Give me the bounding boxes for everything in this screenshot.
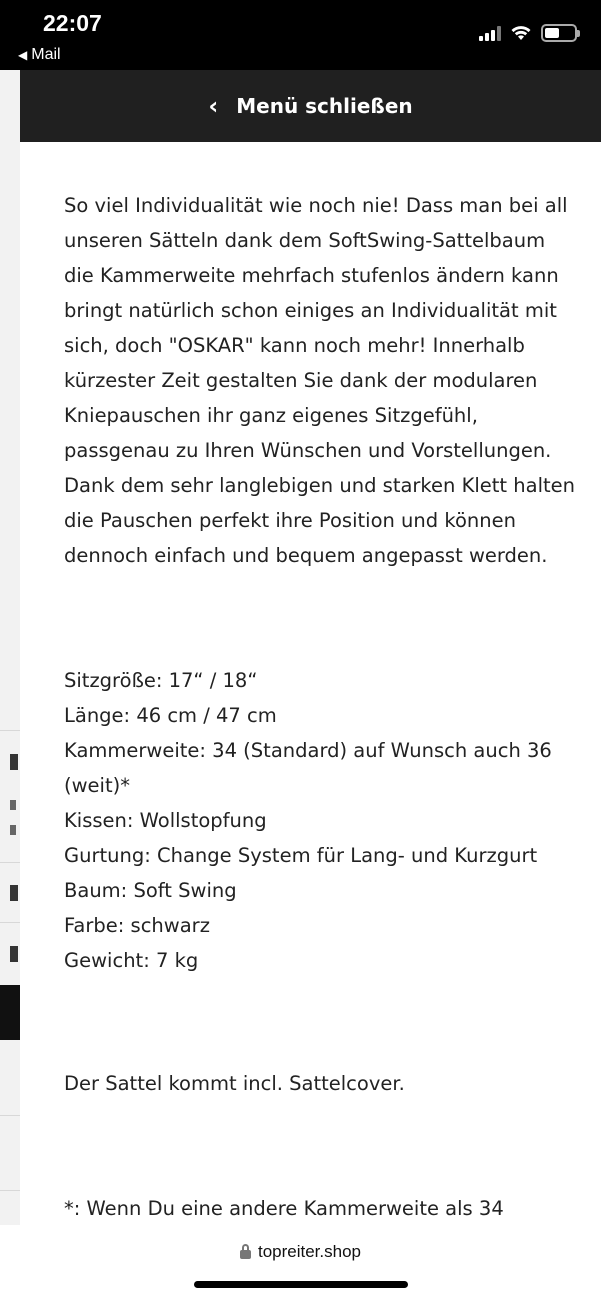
- spec-item: Baum: Soft Swing: [64, 879, 237, 902]
- url-domain: topreiter.shop: [257, 1242, 361, 1261]
- included-note: Der Sattel kommt incl. Sattelcover.: [64, 1072, 405, 1095]
- footnote: *: Wenn Du eine andere Kammerweite als 34: [64, 1197, 504, 1220]
- product-description: [20, 142, 601, 1225]
- battery-icon: [541, 24, 577, 42]
- back-app-label: Mail: [31, 46, 61, 63]
- chevron-left-icon: ‹: [208, 92, 219, 120]
- home-indicator[interactable]: [194, 1281, 408, 1288]
- spec-list: [64, 663, 577, 978]
- spec-item: Kammerweite: 34 (Standard) auf Wunsch auch 36 (weit)*: [64, 739, 552, 797]
- wifi-icon: [510, 25, 532, 41]
- spec-item: Gewicht: 7 kg: [64, 949, 199, 972]
- spec-item: Gurtung: Change System für Lang- und Kurzgurt: [64, 844, 538, 867]
- address-field[interactable]: [0, 1242, 601, 1262]
- description-paragraph: So viel Individualität wie noch nie! Dass man bei all unseren Sätteln dank dem SoftSwing-Sattelbaum die Kammerweite mehrfach stufenlos ändern kann bringt natürlich schon einiges an Individualität mit sich, doch "OSKAR" kann noch mehr! Innerhalb kürzester Zeit gestalten Sie dank der modularen Kniepauschen ihr ganz eigenes Sitzgefühl, passgenau zu Ihren Wünschen und Vorstellungen. Dank dem sehr langlebigen und starken Klett halten die Pauschen perfekt ihre Position und können dennoch einfach und bequem angepasst werden.: [64, 194, 575, 567]
- menu-panel: [20, 70, 601, 1225]
- spec-item: Sitzgröße: 17“ / 18“: [64, 669, 258, 692]
- back-to-mail-button[interactable]: [18, 46, 61, 64]
- cellular-signal-icon: [479, 25, 501, 41]
- status-bar: [0, 0, 601, 70]
- close-menu-label: Menü schließen: [236, 94, 413, 118]
- spec-item: Länge: 46 cm / 47 cm: [64, 704, 277, 727]
- background-page: [0, 70, 20, 1225]
- spec-item: Kissen: Wollstopfung: [64, 809, 267, 832]
- spec-item: Farbe: schwarz: [64, 914, 210, 937]
- system-icons: [479, 24, 577, 42]
- lock-icon: [240, 1250, 251, 1259]
- url-bar[interactable]: [0, 1225, 601, 1300]
- status-time: 22:07: [43, 10, 102, 36]
- close-menu-button[interactable]: [20, 70, 601, 142]
- back-triangle-icon: ◀: [18, 48, 28, 62]
